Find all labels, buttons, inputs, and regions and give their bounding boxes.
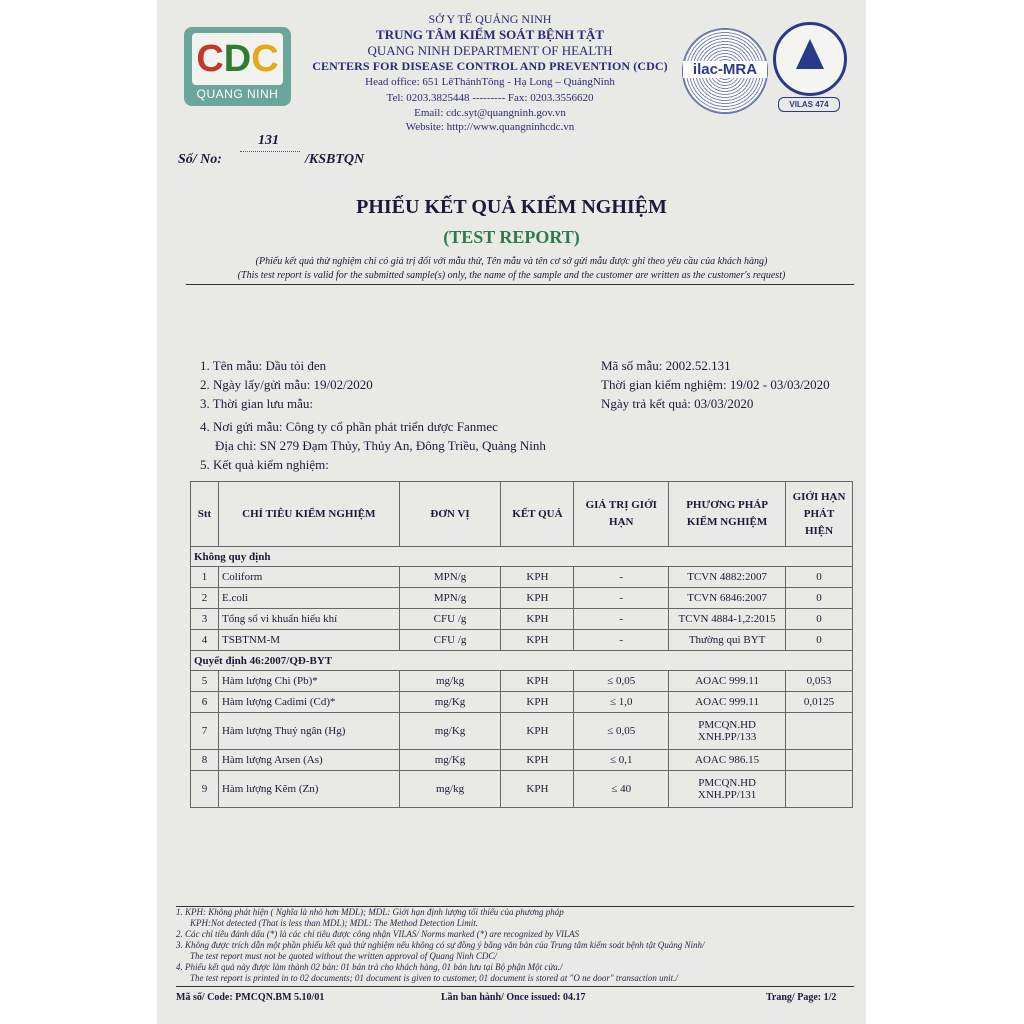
col-header: GIỚI HẠN PHÁT HIỆN <box>786 482 853 547</box>
page-number: Trang/ Page: 1/2 <box>766 992 837 1003</box>
col-header: PHƯƠNG PHÁP KIỂM NGHIỆM <box>669 482 786 547</box>
table-row: 8 Hàm lượng Arsen (As) mg/Kg KPH ≤ 0,1 AOAC 986.15 <box>191 750 853 771</box>
bottom-divider <box>176 986 854 987</box>
group-row: Quyết định 46:2007/QĐ-BYT <box>191 651 853 671</box>
table-row: 4 TSBTNM-M CFU /g KPH - Thường qui BYT 0 <box>191 630 853 651</box>
table-header-row <box>191 482 853 547</box>
sender: 4. Nơi gửi mẫu: Công ty cổ phần phát triển dược Fanmec <box>200 419 498 434</box>
issue-number: Lần ban hành/ Once issued: 04.17 <box>441 992 586 1003</box>
storage-time: 3. Thời gian lưu mẫu: <box>200 396 313 411</box>
col-header: CHỈ TIÊU KIỂM NGHIỆM <box>218 482 399 547</box>
logo-subtext: QUANG NINH <box>196 87 279 101</box>
footnote-2: 2. Các chỉ tiêu đánh dấu (*) là các chỉ tiêu được công nhận VILAS/ Norms marked (*) are recognized by VILAS <box>176 929 579 939</box>
sample-code: Mã số mẫu: 2002.52.131 <box>601 358 731 373</box>
footnote-1-en: KPH:Not detected (That is less than MDL); MDL: The Method Detection Limit. <box>190 918 478 928</box>
note-english: (This test report is valid for the submitted sample(s) only, the name of the sample and the customer are written as the customer's request) <box>237 270 786 281</box>
header-center-vi: TRUNG TÂM KIỂM SOÁT BỆNH TẬT <box>376 27 604 42</box>
page-subtitle: (TEST REPORT) <box>443 227 580 247</box>
header-email: Email: cdc.syt@quangninh.gov.vn <box>414 107 566 119</box>
results-label: 5. Kết quả kiểm nghiệm: <box>200 457 329 472</box>
sample-name: 1. Tên mẫu: Dầu tỏi đen <box>200 358 327 373</box>
col-header: ĐƠN VỊ <box>399 482 501 547</box>
footnote-3-en: The test report must not be quoted without the written approval of Quang Ninh CDC/ <box>190 951 497 961</box>
boa-accreditation-seal <box>773 22 847 96</box>
results-table <box>190 481 853 808</box>
test-period: Thời gian kiểm nghiệm: 19/02 - 03/03/2020 <box>601 377 830 392</box>
sample-date: 2. Ngày lấy/gửi mẫu: 19/02/2020 <box>200 377 373 392</box>
header-phone: Tel: 0203.3825448 --------- Fax: 0203.3556620 <box>386 92 594 104</box>
header-address: Head office: 651 LêThánhTông - Hạ Long – QuảngNinh <box>365 76 615 88</box>
col-header: GIÁ TRỊ GIỚI HẠN <box>574 482 669 547</box>
doc-number-label: Số/ No: <box>178 152 222 167</box>
note-vietnamese: (Phiếu kết quả thử nghiệm chỉ có giá trị đối với mẫu thử, Tên mẫu và tên cơ sở gửi mẫu được ghi theo yêu cầu của khách hàng) <box>255 256 768 267</box>
table-row: 5 Hàm lượng Chì (Pb)* mg/kg KPH ≤ 0,05 AOAC 999.11 0,053 <box>191 671 853 692</box>
header-divider <box>186 284 854 285</box>
col-header: KẾT QUẢ <box>501 482 574 547</box>
header-center-en: CENTERS FOR DISEASE CONTROL AND PREVENTION (CDC) <box>312 59 668 73</box>
form-code: Mã số/ Code: PMCQN.BM 5.10/01 <box>176 992 325 1003</box>
doc-number-line <box>240 150 300 152</box>
header-ministry: SỞ Y TẾ QUẢNG NINH <box>428 12 552 26</box>
footnote-3: 3. Không được trích dẫn một phần phiếu kết quả thử nghiệm nếu không có sự đồng ý bằng văn bản của Trung tâm kiểm soát bệnh tật Quảng Ninh/ <box>176 940 705 950</box>
return-date: Ngày trả kết quả: 03/03/2020 <box>601 396 754 411</box>
group-row: Không quy định <box>191 547 853 567</box>
table-row: 9 Hàm lượng Kẽm (Zn) mg/kg KPH ≤ 40 PMCQN.HD XNH.PP/131 <box>191 771 853 808</box>
doc-number-suffix: /KSBTQN <box>305 152 365 167</box>
table-row: 1 Coliform MPN/g KPH - TCVN 4882:2007 0 <box>191 567 853 588</box>
footnote-4-en: The test report is printed in to 02 documents; 01 document is given to customer, 01 document is stored at "O ne door" transaction unit./ <box>190 973 678 983</box>
table-row: 7 Hàm lượng Thuỷ ngân (Hg) mg/Kg KPH ≤ 0,05 PMCQN.HD XNH.PP/133 <box>191 713 853 750</box>
vilas-badge: VILAS 474 <box>778 97 840 112</box>
ilac-mra-logo: ilac-MRA <box>682 28 768 114</box>
sender-address: Địa chỉ: SN 279 Đạm Thủy, Thủy An, Đông Triều, Quảng Ninh <box>215 438 546 453</box>
table-row: 3 Tổng số vi khuẩn hiếu khí CFU /g KPH - TCVN 4884-1,2:2015 0 <box>191 609 853 630</box>
table-row: 6 Hàm lượng Cadimi (Cd)* mg/Kg KPH ≤ 1,0 AOAC 999.11 0,0125 <box>191 692 853 713</box>
col-header: Stt <box>191 482 219 547</box>
header-website: Website: http://www.quangninhcdc.vn <box>405 121 575 133</box>
doc-number: 131 <box>258 133 279 148</box>
footnote-4: 4. Phiếu kết quả này được làm thành 02 bản: 01 bản trả cho khách hàng, 01 bản lưu tại Bộ phận Một cửa./ <box>176 962 563 972</box>
cdc-logo: CDC QUANG NINH <box>184 27 291 106</box>
page-title: PHIẾU KẾT QUẢ KIỂM NGHIỆM <box>356 196 667 218</box>
footnote-1: 1. KPH: Không phát hiện ( Nghĩa là nhỏ hơn MDL); MDL: Giới hạn định lượng tối thiểu của phương pháp <box>176 907 564 917</box>
header-department-en: QUANG NINH DEPARTMENT OF HEALTH <box>367 43 613 58</box>
table-row: 2 E.coli MPN/g KPH - TCVN 6846:2007 0 <box>191 588 853 609</box>
